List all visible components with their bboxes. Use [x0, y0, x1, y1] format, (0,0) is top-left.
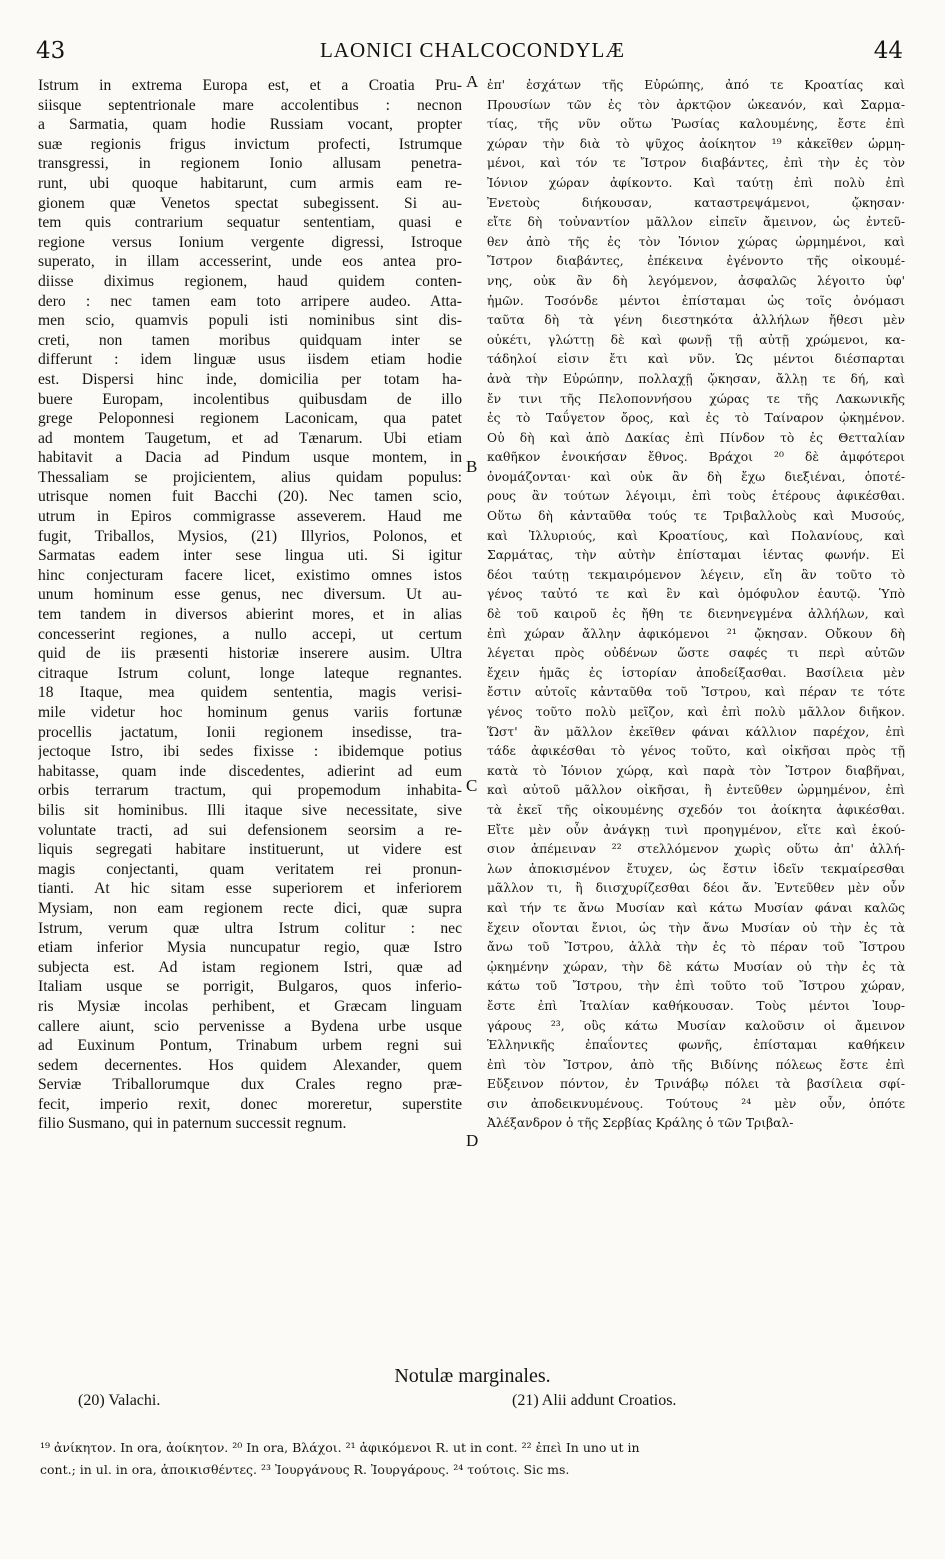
latin-text-line: procellis jactatum, Ionii regionem insedisse, tra- — [38, 723, 462, 741]
latin-text-line: habitasse, quam inde discedentes, adierint ad eum — [38, 762, 462, 780]
greek-text-line: Εὔξεινον πόντον, ἐν Τρινάβῳ πόλει τὰ βασίλεια σφί- — [487, 1077, 905, 1092]
greek-text-line: εἴτε δὴ τοὐναντίον μᾶλλον εἰπεῖν ἄμεινον, ὡς ἐντεῦ- — [487, 215, 905, 230]
greek-text-line: θεν ἀπὸ τῆς ἐς τὸν Ἰόνιον χώρας ὡρμημένοι, καὶ — [487, 234, 905, 249]
greek-text-line: Ἐνετοὺς διήκουσαν, καταστρεψάμενοι, ᾤκησαν· — [487, 195, 905, 210]
footnote-line: cont.; in ul. in ora, ἀποικισθέντες. ²³ Ἰουργάνους R. Ἰουργάρους. ²⁴ τούτοις. Sic ms. — [40, 1462, 570, 1477]
greek-text-line: ρους ἂν τούτων λέγοιμι, ἐπὶ τοὺς ἑτέρους ἀφικέσθαι. — [487, 489, 905, 504]
margin-letter-c: C — [466, 776, 478, 795]
latin-text-line: quid de iis præsenti historiæ inserere ausim. Ultra — [38, 645, 462, 663]
latin-text-line: concesserint regiones, a nullo accepi, ut certum — [38, 625, 462, 643]
marginal-note-21: (21) Alii addunt Croatios. — [512, 1392, 677, 1409]
latin-text-line: tem tandem in diversos abierint mores, et in alias — [38, 606, 462, 624]
latin-text-line: runt, ubi quoque habitarunt, cum armis eam re- — [38, 174, 462, 192]
greek-text-line: Οὐ δὴ καὶ ἀπὸ Δακίας ἐπὶ Πίνδον τὸ ἐς Θετταλίαν — [487, 430, 905, 445]
latin-column — [38, 76, 462, 1134]
page-number-left: 43 — [36, 38, 66, 64]
greek-text-line: μᾶλλον τι, ἢ διισχυρίζεσθαι δέοι ἄν. Ἐντεῦθεν μὲν οὖν — [487, 881, 905, 896]
latin-text-line: filio Susmano, qui in paternum successit regnum. — [38, 1115, 347, 1133]
greek-text-line: ἐπ' ἐσχάτων τῆς Εὐρώπης, ἀπό τε Κροατίας καὶ — [487, 78, 905, 92]
latin-text-line: liquis segregati habitare instituerunt, ut videre est — [38, 841, 462, 859]
greek-text-line: ἐπὶ τὸν Ἴστρον, ἀπὸ τῆς Βιδίνης πόλεως ἔστε ἐπὶ — [487, 1057, 905, 1072]
latin-text-line: dero : nec tamen eam toto arripere audeo. Atta- — [38, 292, 462, 310]
greek-text-line: ὀνομάζονται· καὶ οὐκ ἂν δὴ ἔχω διεξιέναι, ὁποτέ- — [487, 469, 905, 484]
marginal-note-20: (20) Valachi. — [78, 1392, 161, 1409]
running-header — [0, 38, 945, 72]
latin-text-line: gionem quæ Venetos spectat subegissent. Si au- — [38, 194, 462, 212]
marginal-notes-title: Notulæ marginales. — [394, 1365, 551, 1387]
latin-text-line: citraque Istrum colunt, longe lateque regnantes. — [38, 664, 462, 682]
greek-text-line: τὰ ἐκεῖ τῆς οἰκουμένης σχεδόν τοι ἀοίκητα ἀφικέσθαι. — [487, 802, 905, 817]
latin-text-line: unum hominum esse genus, nec diversum. Ut au- — [38, 586, 462, 604]
greek-text-line: ἀνὰ τὴν Εὐρώπην, πολλαχῇ ᾤκησαν, ἄλλῃ τε δή, καὶ — [487, 371, 905, 386]
greek-text-line: ἐπὶ χώραν ἄλλην ἀφικόμενοι ²¹ ᾤκησαν. Οὔκουν δὴ — [487, 626, 905, 641]
greek-text-line: κάτω τοῦ Ἴστρου, τὴν ἐπὶ τοῦτο τοῦ Ἴστρου χώραν, — [487, 979, 905, 994]
greek-text-line: καὶ Ἰλλυριούς, καὶ Κροατίους, καὶ Πολανίους, καὶ — [487, 528, 905, 543]
latin-text-line: ris Mysiæ incolas perhibent, et Græcam linguam — [38, 997, 462, 1015]
latin-text-line: habitavit a Dacia ad Pindum usque montem, in — [38, 449, 462, 467]
latin-text-line: diisse diximus regionem, haud quidem conten- — [38, 272, 462, 290]
greek-column — [487, 76, 905, 1134]
greek-text-line: ἔστιν αὐτοῖς κἀνταῦθα τοῦ Ἴστρου, καὶ πέραν τε τότε — [487, 685, 905, 700]
greek-text-line: τάδηλοί εἰσιν ἔτι καὶ νῦν. Ὡς μέντοι διέσπαρται — [487, 352, 905, 367]
latin-text-line: hinc conjecturam facere licet, existimo omnes istos — [38, 566, 462, 584]
latin-text-line: Istrum in extrema Europa est, et a Croatia Pru- — [38, 77, 462, 94]
greek-text-line: γάρους ²³, οὓς κάτω Μυσίαν καλοῦσιν οἱ ἄμεινον — [487, 1018, 905, 1033]
latin-text-line: ad Euxinum Pontum, Trinabum urbem regni sui — [38, 1037, 462, 1055]
latin-text-line: sedem decernentes. Hos quidem Alexander, quem — [38, 1056, 462, 1074]
greek-text-line: σιον ἀπέμειναν ²² στελλόμενον χωρὶς οὕτω ἀπ' ἀλλή- — [487, 842, 905, 857]
greek-text-line: Εἴτε μὲν οὖν ἀνάγκῃ τινὶ προηγμένον, εἴτε καὶ ἑκού- — [487, 822, 905, 837]
greek-text-line: γένος ταὐτό τε καὶ ἓν καὶ ὁμόφυλον ἑαυτῷ. Ὑπὸ — [487, 587, 905, 602]
latin-text-line: mile videtur hoc hominum genus variis fortunæ — [38, 704, 462, 721]
greek-text-line: ἄνω τοῦ Ἴστρου, ἀλλὰ τὴν ἐς τὸ πέραν τοῦ Ἴστρου — [487, 940, 905, 955]
margin-letter-b: B — [466, 457, 478, 476]
margin-letter-d: D — [466, 1131, 479, 1150]
latin-text-line: orbis terrarum tractum, qui propemodum inhabita- — [38, 782, 462, 800]
latin-text-line: subjecta est. Ad istam regionem Istri, quæ ad — [38, 958, 462, 976]
greek-text-line: καὶ αὐτοῦ μᾶλλον οἰκῆσαι, ἢ ἐντεῦθεν ὡρμημένον, ἐπὶ — [487, 783, 905, 798]
greek-text-line: τίας, τῆς νῦν οὕτω Ῥωσίας καλουμένης, ἔστε ἐπὶ — [487, 117, 905, 132]
greek-text-line: οὐκέτι, γλώττῃ δὲ καὶ φωνῇ τῇ αὐτῇ χρώμενοι, κα- — [487, 332, 905, 347]
latin-text-line: differunt : idem linguæ usus iisdem etiam hodie — [38, 351, 462, 369]
greek-text-line: Οὕτω δὴ κἀνταῦθα τούς τε Τριβαλλοὺς καὶ Μυσούς, — [487, 509, 905, 524]
latin-text-line: Istrum, verum quæ ultra Istrum colitur : nec — [38, 919, 462, 937]
greek-text-line: λων ἀποκισμένον ἔτυχεν, ὡς ἔστιν ἰδεῖν τεκμαίρεσθαι — [487, 861, 905, 876]
latin-text-line: etiam inferior Mysia nuncupatur regio, quæ Istro — [38, 939, 462, 957]
latin-text-line: est. Dispersi hinc inde, domicilia per totam ha- — [38, 370, 462, 388]
greek-text-line: γένος τοῦτο πολὺ μεῖζον, καὶ ἐπὶ πολὺ μᾶλλον διῆκον. — [487, 705, 905, 719]
greek-text-line: λέγεται πρὸς οὐδένων ὥστε σαφές τι περὶ αὐτῶν — [487, 646, 905, 661]
running-head-title: LAONICI CHALCOCONDYLÆ — [319, 38, 626, 62]
greek-text-line: ἐς τὸ Ταΰγετον ὄρος, καὶ ἐς τὸ Ταίναρον ᾠκημένον. — [487, 411, 905, 426]
latin-text-line: magis conjectanti, quam veritatem rei pronun- — [38, 860, 462, 878]
latin-text-line: callere aiunt, scio pervenisse a Bydena urbe usque — [38, 1017, 462, 1035]
greek-text-line: Προυσίων τῶν ἐς τὸν ἀρκτῷον ὠκεανόν, καὶ Σαρμα- — [487, 97, 905, 112]
latin-text-line: voluntate tracti, ad sui defensionem seorsim a re- — [38, 821, 462, 839]
latin-text-line: siisque septentrionale mare accolentibus : necnon — [38, 96, 462, 114]
latin-text-line: Mysiam, non eam regionem recte dici, quæ supra — [38, 899, 462, 917]
greek-text-line: σιν ἀποδεικνυμένους. Τούτους ²⁴ μὲν οὖν, ὁπότε — [487, 1096, 905, 1111]
latin-text-line: men scio, quamvis populi isti nominibus sint dis- — [38, 312, 462, 330]
latin-text-line: suæ regionis frigus invictum profecti, Istrumque — [38, 135, 462, 153]
latin-text-line: grege Peloponnesi regionem Laconicam, qua patet — [38, 410, 462, 428]
greek-text-line: μένοι, καὶ τόν τε Ἴστρον διαβάντες, ἐπὶ τὴν ἐς τὸν — [487, 156, 905, 171]
footnote-line: ¹⁹ ἀνίκητον. In ora, ἀοίκητον. ²⁰ In ora, Βλάχοι. ²¹ ἀφικόμενοι R. ut in cont. ²² ἐπεὶ In uno ut in — [40, 1440, 640, 1455]
latin-text-line: Sarmatas eadem inter sese lingua uti. Si igitur — [38, 547, 462, 565]
greek-text-line: Ἀλέξανδρον ὁ τῆς Σερβίας Κράλης ὁ τῶν Τριβαλ- — [487, 1116, 794, 1131]
greek-text-line: τάδε ἀφικέσθαι τὸ γένος τοῦτο, καὶ οἰκῆσαι πρὸς τῇ — [487, 744, 905, 759]
greek-text-line: Ἰόνιον χώραν ἀφίκοντο. Καὶ ταύτῃ ἐπὶ πολὺ ἐπὶ — [487, 175, 905, 190]
greek-text-line: ἡμῶν. Τοσόνδε μέντοι ἐπίσταμαι ὡς τοῖς ὀνόμασι — [487, 293, 905, 308]
greek-text-line: Ὥστ' ἂν μᾶλλον ἐκεῖθεν φάναι κάλλιον παρέχον, ἐπὶ — [487, 724, 905, 739]
latin-text-line: fecit, imperio rexit, donec moreretur, superstite — [38, 1095, 462, 1113]
latin-text-line: Serviæ Triballorumque dux Crales regno præ- — [38, 1076, 462, 1094]
latin-text-line: a Sarmatia, quam hodie Russiam vocant, propter — [38, 116, 462, 134]
margin-letter-a: A — [466, 72, 479, 91]
latin-text-line: utrisque nomen fuit Bacchi (20). Nec tamen scio, — [38, 488, 462, 506]
greek-text-line: δέοι ταύτῃ τεκμαιρόμενον λέγειν, εἴη ἂν τοῦτο τὸ — [487, 567, 905, 582]
latin-text-line: transgressi, in regionem Ionio allusam penetra- — [38, 155, 462, 173]
greek-text-line: ἔστε ἐπὶ Ἰταλίαν καθήκουσαν. Τοὺς μέντοι Ἰουρ- — [487, 998, 905, 1013]
latin-text-line: fugit, Triballos, Mysios, (21) Illyrios, Polonos, et — [38, 527, 462, 545]
greek-text-line: καθῆκον ἐνοικήσαν ἔθνος. Βράχοι ²⁰ δὲ ἀμφότεροι — [487, 450, 905, 465]
greek-text-line: Σαρμάτας, τὴν αὐτὴν ἐπίσταμαι ἱέντας φωνήν. Εἰ — [487, 548, 905, 563]
greek-text-line: χώραν τὴν διὰ τὸ ψῦχος ἀοίκητον ¹⁹ κἀκεῖθεν ὡρμη- — [487, 136, 905, 151]
latin-text-line: utrum in Epiros commigrasse asseverem. Haud me — [38, 508, 462, 526]
latin-text-line: Italiam usque se porrigit, Bulgaros, quos inferio- — [38, 978, 462, 996]
page-number-right: 44 — [873, 38, 903, 64]
greek-text-line: ἔν τινι τῆς Πελοποννήσου χώρας τε τῆς Λακωνικῆς — [487, 391, 905, 406]
greek-text-line: νης, οὐκ ἂν δὴ λεγόμενον, ἀσφαλῶς λέγοιτο ὑφ' — [487, 273, 905, 288]
latin-text-line: buere Europam, incolentibus quibusdam de illo — [38, 390, 462, 408]
greek-text-line: καὶ τήν τε ἄνω Μυσίαν καὶ κάτω Μυσίαν φάναι καλῶς — [487, 900, 905, 915]
latin-text-line: tem quis contrarium sequatur sententiam, quasi e — [38, 214, 462, 232]
latin-text-line: ad montem Taugetum, et ad Tænarum. Ubi etiam — [38, 429, 462, 447]
latin-text-line: 18 Itaque, mea quidem sententia, magis verisi- — [38, 684, 462, 702]
latin-text-line: jectoque Istro, ibi sedes fixisse : ibidemque potius — [38, 743, 462, 761]
latin-text-line: creti, non tamen moribus quidquam inter se — [38, 331, 462, 349]
latin-text-line: superato, in illam accesserint, unde eos antea pro- — [38, 253, 462, 271]
greek-text-line: ἔχειν οἴονται ἔνιοι, ὡς τὴν ἄνω Μυσίαν οὐ τὴν ἐς τὰ — [487, 920, 905, 935]
latin-text-line: Thessaliam se projicientem, alius quidam populus: — [38, 468, 462, 486]
latin-text-line: regione versus Ionium vergente digressi, Istroque — [38, 233, 462, 251]
latin-text-line: tianti. At hic sitam esse superiorem et inferiorem — [38, 880, 462, 898]
greek-text-line: κατὰ τὸ Ἰόνιον χώρᾳ, καὶ παρὰ τὸν Ἴστρον διαβῆναι, — [487, 763, 905, 778]
latin-text-line: bilis sit hominibus. Illi itaque sive necessitate, sive — [38, 801, 462, 819]
greek-text-line: ταῦτα δὴ τὰ γένη διεστηκότα ἀλλήλων ἤθεσι μὲν — [487, 313, 905, 328]
greek-text-line: δὲ τοῦ καιροῦ ἐς ἤθη τε διενηνεγμένα ἀλλήλων, καὶ — [487, 607, 905, 622]
greek-text-line: ᾠκημένην χώραν, τὴν δὲ κάτω Μυσίαν οὐ τὴν ἐς τὰ — [487, 959, 905, 974]
greek-text-line: Ἑλληνικῆς ἐπαΐοντες φωνῆς, ἐπίσταμαι καθήκειν — [487, 1038, 905, 1053]
greek-text-line: ἔχειν ἡμᾶς ἐς ἱστορίαν ἀποδείξασθαι. Βασίλεια μὲν — [487, 665, 905, 680]
greek-text-line: Ἴστρον διαβάντες, ἐπέκεινα ἐγένοντο τῆς οἰκουμέ- — [487, 254, 905, 269]
